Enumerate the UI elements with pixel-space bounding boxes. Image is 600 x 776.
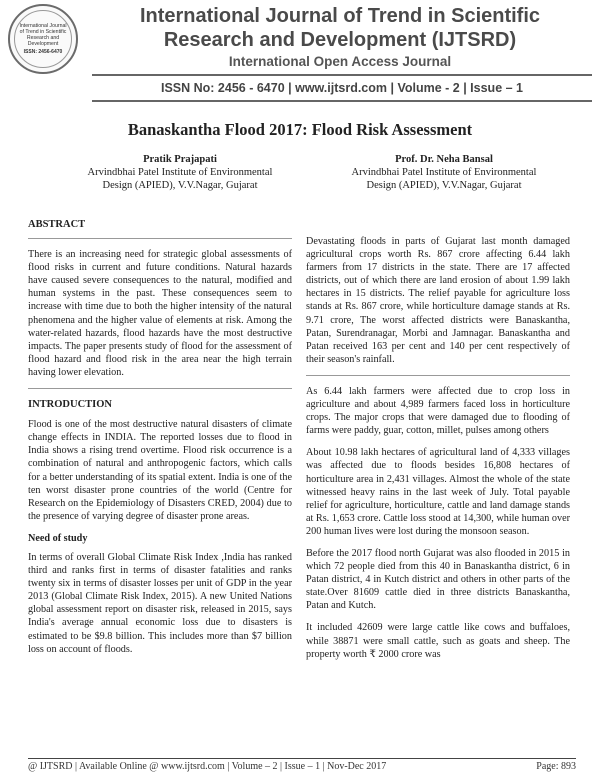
footer-divider <box>28 758 576 759</box>
page-footer <box>28 761 576 772</box>
paragraph-2015-flood: Before the 2017 flood north Gujarat was also flooded in 2015 in which 72 people died from this 40 in Banaskantha district, 6 in Patan district, 4 in Kutch district and others in other parts of the state.Over 81609 cattle died in three districts Banaskantha, Patan and Kutch. <box>306 547 570 612</box>
right-divider <box>306 375 570 376</box>
abstract-divider <box>28 238 292 239</box>
footer-citation: @ IJTSRD | Available Online @ www.ijtsrd.com | Volume – 2 | Issue – 1 | Nov-Dec 2017 <box>28 761 387 772</box>
journal-title <box>92 4 588 52</box>
logo-issn: ISSN: 2456-6470 <box>23 49 63 55</box>
open-access-label: International Open Access Journal <box>228 54 452 69</box>
issn-bar: ISSN No: 2456 - 6470 | www.ijtsrd.com | Volume - 2 | Issue – 1 <box>92 74 592 102</box>
author-1-affiliation-line2: Design (APIED), V.V.Nagar, Gujarat <box>102 180 258 191</box>
need-of-study-heading: Need of study <box>28 532 88 544</box>
paragraph-hectares: About 10.98 lakh hectares of agricultural land of 4,333 villages was affected due to floods besides 16,808 hectares of horticulture area in 2,431 villages. Almost the whole of the state witnessed heavy rains in the last week of July. Total payable relief for agriculture, horticulture, cattle and land damage stands at Rs. 1,653 crore. Cattle loss stood at 14,300, while human over 200 human lives were lost during the monsoon season. <box>306 447 570 537</box>
logo-text: International Journal of Trend in Scientific Research and Development <box>19 23 67 47</box>
need-of-study-text: In terms of overall Global Climate Risk Index ,India has ranked third and ranks first in terms of disaster fatalities and ranks twenty six in terms of disaster losses per unit of GDP in the year 2013 (Global Climate Risk Index, 2015). A new United Nations global assessment report on disaster risk, released in 2015, says India's average annual economic loss due to disasters is estimated to be $9.8 billion. This includes more than $7 billion loss on account of floods. <box>28 551 292 655</box>
journal-title-line2: Research and Development (IJTSRD) <box>163 29 517 51</box>
author-2-name: Prof. Dr. Neha Bansal <box>395 154 493 165</box>
abstract-heading: ABSTRACT <box>28 219 86 230</box>
paragraph-cattle: It included 42609 were large cattle like cows and buffaloes, while 38871 were small cattle, such as goats and sheep. The property worth ₹ 2000 crore was <box>306 622 570 660</box>
paper-title: Banaskantha Flood 2017: Flood Risk Assessment <box>127 120 473 139</box>
journal-title-line1: International Journal of Trend in Scientific <box>139 5 541 27</box>
introduction-heading: INTRODUCTION <box>28 399 113 411</box>
logo-ring <box>14 10 72 68</box>
right-column <box>306 235 570 670</box>
author-2 <box>314 153 574 192</box>
author-1 <box>50 153 310 192</box>
author-1-affiliation-line1: Arvindbhai Patel Institute of Environmental <box>87 167 273 178</box>
journal-header <box>0 0 600 105</box>
author-1-name: Pratik Prajapati <box>143 154 217 165</box>
author-2-affiliation-line2: Design (APIED), V.V.Nagar, Gujarat <box>366 180 522 191</box>
abstract-text: There is an increasing need for strategic global assessments of flood risks in current and future conditions. Natural hazards have caused severe consequences to the natural, modified and human systems in the past. These consequences seem to increase with time due to both the higher intensity of the natural phenomena and the higher value of elements at risk. Among the water-related hazards, flood hazards have the most destructive impacts. The paper presents study of flood for the assessment of flood hazard and flood risk in the area near the high terrain having lower elevation. <box>28 249 292 378</box>
introduction-text: Flood is one of the most destructive natural disasters of climate change effects in INDIA. The reported losses due to flood in India shows a rising trend overtime. Flood risk occurrence is a combination of natural and anthropogenic factors, which calls for a better understanding of its spatial extent. India is one of the ten worst disaster prone countries of the world (Centre for Research on the Epidemiology of Disasters CRED, 2004) due to the presence of varying degree of disaster prone areas. <box>28 419 292 522</box>
paragraph-damage: Devastating floods in parts of Gujarat last month damaged agricultural crops worth Rs. 867 crore affecting 6.44 lakh farmers from 17 districts in the state. There are 17 affected districts, out of which there are land erosion of about 1.99 lakh hectares in 15 districts. The relief payable for agriculture loss stands at Rs. 867 crore, while horticulture damage stands at Rs. 9.71 crore, The worst affected districts were Banaskantha, Patan, Surendranagar, Morbi and Jamnagar. Banaskantha and Patan received 163 per cent and 140 per cent respectively of their season's rainfall. <box>306 236 570 365</box>
left-column <box>28 218 292 665</box>
paragraph-farmers: As 6.44 lakh farmers were affected due to crop loss in agriculture and about 4,989 farmers faced loss in horticulture crops. The major crops that were damaged due to flooding of farms were paddy, guar, cotton, millet, pulses among others <box>306 385 570 437</box>
intro-divider <box>28 388 292 389</box>
page-number: Page: 893 <box>536 761 576 772</box>
journal-logo <box>8 4 78 74</box>
author-2-affiliation-line1: Arvindbhai Patel Institute of Environmental <box>351 167 537 178</box>
